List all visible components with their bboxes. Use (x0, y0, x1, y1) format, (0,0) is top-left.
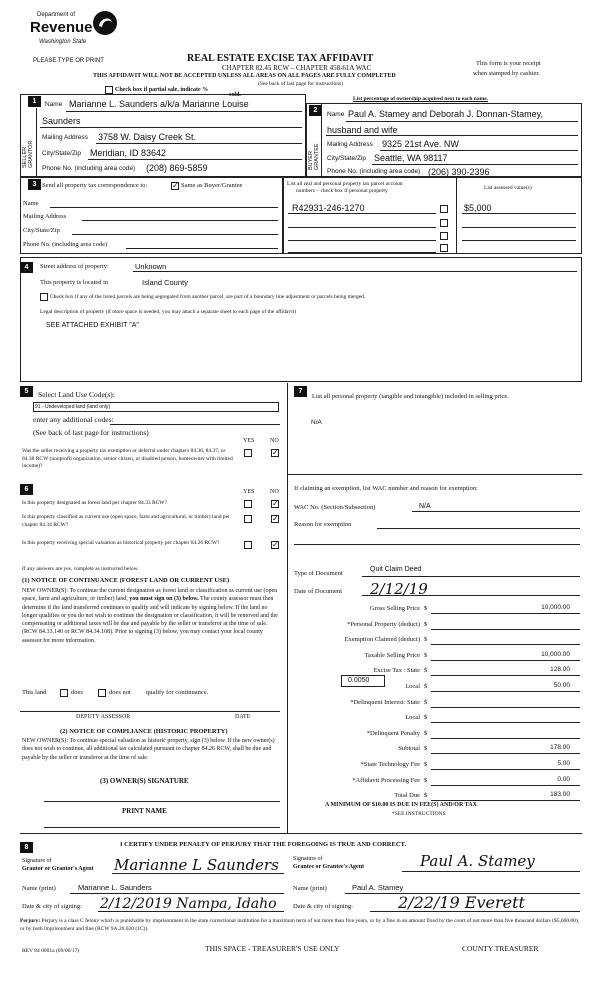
doc-type-value[interactable]: Quit Claim Deed (370, 566, 422, 573)
parcel-pp-checkbox-4[interactable] (440, 244, 448, 252)
wac-label: WAC No. (Section/Subsection) (294, 504, 376, 511)
grantee-date[interactable]: 2/22/19 Everett (398, 893, 525, 912)
section-4-badge: 4 (20, 262, 33, 273)
located-value[interactable]: Island County (142, 278, 188, 287)
tax-row-line (431, 691, 580, 692)
tax-row-line (431, 800, 580, 801)
exemption-yes-checkbox[interactable] (244, 449, 252, 457)
revenue-swirl-icon (92, 10, 118, 36)
rate-value: 0.0050 (348, 677, 370, 684)
buyer-divider (321, 103, 322, 177)
parcel-pp-checkbox-1[interactable] (440, 205, 448, 213)
minimum-due: A MINIMUM OF $10.00 IS DUE IN FEE(S) AND/OR TAX (325, 802, 477, 808)
seller-phone-label: Phone No. (including area code) (42, 165, 136, 172)
buyer-name-label: Name (327, 111, 345, 118)
tax-row-value[interactable]: 128.00 (550, 666, 570, 673)
corr-phone-line[interactable] (126, 248, 278, 249)
seller-name-label: Name (45, 101, 63, 108)
please-type: PLEASE TYPE OR PRINT (33, 58, 104, 64)
see-back: (See back of last page for instructions) (258, 81, 343, 87)
if-any-yes: If any answers are yes, complete as instructed below. (22, 566, 139, 572)
grantee-sig-label-2: Grantee or Grantee's Agent (293, 864, 365, 870)
tax-row-label: *Affidavit Processing Fee (352, 777, 420, 784)
treasurer-space: THIS SPACE - TREASURER'S USE ONLY (205, 944, 340, 953)
tax-row-label: Excise Tax : State (373, 667, 420, 674)
grantor-name-label: Name (print) (22, 885, 56, 892)
section-5-badge: 5 (20, 386, 33, 397)
tax-row-line (431, 769, 580, 770)
located-label: This property is located in (40, 279, 109, 286)
tax-row-label: *State Technology Fee (360, 761, 420, 768)
buyer-phone-label: Phone No. (including area code) (327, 168, 421, 175)
corr-city-line[interactable] (72, 234, 278, 235)
parcel-line-4[interactable] (288, 252, 436, 253)
section-8-top (20, 833, 582, 834)
logo-revenue: Revenue (30, 19, 93, 36)
grantor-sig-label-2: Grantor or Grantor's Agent (22, 866, 94, 872)
section-2-badge: 2 (309, 105, 322, 116)
tax-row-line (431, 753, 580, 754)
section-7-bottom (287, 474, 582, 475)
tax-row-value[interactable]: 10,000.00 (541, 651, 570, 658)
parcel-head-1: List all real and personal property tax parcel account (287, 181, 403, 187)
notice-continuance-title: (1) NOTICE OF CONTINUANCE (FOREST LAND OR CURRENT USE) (22, 577, 230, 584)
tax-row-label: Exemption Claimed (deduct) (344, 636, 420, 643)
partial-sale-label: Check box if partial sale, indicate % (115, 87, 209, 93)
property-section (20, 257, 582, 382)
doc-type-line (362, 576, 580, 577)
buyer-city-label: City/State/Zip (327, 155, 367, 162)
grantee-sig-line (402, 871, 580, 872)
seller-name-line (66, 111, 302, 112)
tax-row-value[interactable]: 10,000.00 (541, 604, 570, 611)
tax-row-dollar: $ (424, 714, 428, 721)
tax-row-label: *Delinquent Interest: State (350, 699, 420, 706)
grantee-sig-label-1: Signature of (293, 856, 323, 862)
sec6-no: NO (270, 489, 279, 495)
notice-compliance-title: (2) NOTICE OF COMPLIANCE (HISTORIC PROPERTY) (60, 728, 228, 735)
wac-heading: If claiming an exemption, list WAC number and reason for exemption: (294, 485, 478, 492)
tax-row-line (431, 738, 580, 739)
forest-yes-checkbox[interactable] (244, 500, 252, 508)
logo (30, 10, 130, 50)
notice-continuance-body (22, 587, 282, 645)
tax-row-value[interactable]: 50.00 (553, 682, 570, 689)
notice-body-b: you must sign on (3) below. (129, 596, 199, 603)
tax-row-label: Gross Selling Price (369, 605, 420, 612)
seller-addr-line (96, 143, 302, 144)
grantee-name-label: Name (print) (293, 885, 327, 892)
does-label: does (71, 689, 83, 696)
certify-statement: I CERTIFY UNDER PENALTY OF PERJURY THAT THE FOREGOING IS TRUE AND CORRECT. (120, 841, 407, 848)
seller-addr[interactable]: 3758 W. Daisy Creek St. (98, 132, 197, 142)
historic-no-checkbox[interactable]: ✓ (272, 540, 279, 549)
parcel-line-1[interactable] (288, 213, 436, 214)
parcel-line-2[interactable] (288, 227, 436, 228)
section-1-badge: 1 (28, 96, 41, 107)
corr-mail-label: Mailing Address (23, 213, 67, 220)
tax-row-dollar: $ (424, 652, 428, 659)
seller-name-2[interactable]: Saunders (42, 116, 81, 126)
forest-no-checkbox[interactable]: ✓ (272, 499, 279, 508)
corr-name-line[interactable] (50, 207, 278, 208)
value-line-3[interactable] (462, 240, 576, 241)
sec6-yes: YES (243, 489, 255, 495)
wac-value[interactable]: N/A (419, 503, 431, 510)
tax-row-value[interactable]: 183.00 (550, 791, 570, 798)
tax-row-dollar: $ (424, 777, 428, 784)
deputy-line[interactable] (20, 711, 280, 712)
seller-city[interactable]: Meridian, ID 83642 (90, 148, 167, 158)
print-name-label: PRINT NAME (122, 807, 167, 815)
historic-yes-checkbox[interactable] (244, 541, 252, 549)
partial-sale-checkbox[interactable] (105, 86, 113, 94)
form-warning: THIS AFFIDAVIT WILL NOT BE ACCEPTED UNLESS ALL AREAS ON ALL PAGES ARE FULLY COMPLETED (93, 73, 396, 79)
buyer-city[interactable]: Seattle, WA 98117 (374, 153, 448, 163)
wac-line (412, 511, 580, 512)
seller-divider (36, 108, 37, 177)
see-instructions: *SEE INSTRUCTIONS (392, 811, 446, 817)
buyer-name-2[interactable]: husband and wife (327, 125, 398, 135)
parcel-pp-checkbox-3[interactable] (440, 232, 448, 240)
corr-city-label: City/State/Zip (23, 227, 60, 234)
tax-row-line (431, 785, 580, 786)
corr-same: Same as Buyer/Grantee (181, 182, 243, 189)
logo-state: Washington State (39, 39, 87, 45)
grantor-signature[interactable]: Marianne L Saunders (114, 856, 279, 874)
buyer-name2-line (326, 135, 578, 136)
tax-row-label: Local (405, 683, 420, 690)
mid-divider (287, 383, 288, 833)
tax-row-label: Subtotal (398, 745, 420, 752)
deputy-assessor: DEPUTY ASSESSOR (76, 714, 131, 720)
seller-city-line (88, 159, 302, 160)
tax-row-line (431, 707, 580, 708)
parcel-pp-checkbox-2[interactable] (440, 219, 448, 227)
section-7-badge: 7 (294, 386, 307, 397)
land-use-see-back: (See back of last page for instructions) (33, 428, 149, 437)
perjury-statement (20, 918, 582, 933)
buyer-addr-line (380, 150, 578, 151)
current-use-question: Is this property classified as current use (open space, farm and agricultural, or timber) land per chapter 84.34 RCW? (22, 514, 230, 528)
deputy-date: DATE (235, 714, 251, 720)
reason-line-1[interactable] (377, 528, 580, 529)
same-as-buyer-checkbox[interactable]: ✓ (172, 181, 179, 190)
tax-row-dollar: $ (424, 683, 428, 690)
tax-row-dollar: $ (424, 745, 428, 752)
seller-side-label: SELLER GRANTOR (22, 140, 34, 168)
sec5-yes: YES (243, 438, 255, 444)
buyer-side-label: BUYER GRANTEE (308, 143, 320, 170)
grantor-date-line (98, 911, 284, 912)
land-use-code: 91 - Undeveloped land (land only) (35, 404, 111, 410)
section-8-badge: 8 (20, 842, 33, 853)
legal-value[interactable]: SEE ATTACHED EXHIBIT "A" (46, 322, 139, 329)
form-title: REAL ESTATE EXCISE TAX AFFIDAVIT (187, 53, 374, 64)
street-line (133, 271, 577, 272)
parcel-number-1[interactable]: R42931-246-1270 (292, 203, 365, 213)
receipt-2: when stamped by cashier. (473, 70, 540, 77)
tax-row-label: Local (405, 714, 420, 721)
does-checkbox[interactable] (60, 689, 68, 697)
value-line-2[interactable] (462, 227, 576, 228)
sec5-no: NO (270, 438, 279, 444)
grantee-name[interactable]: Paul A. Stamey (352, 883, 404, 892)
parcel-divider (456, 177, 457, 254)
additional-line[interactable] (110, 424, 280, 425)
notice-body-c: The county assessor must then determine if the land transferred continues to qualify and will indicate by signing below. If the land no longer qualifies or you do not wish to continue the designation or classification, it will be removed and the compensating or additional taxes will be due and payable by the seller or transferor at the time of sale. (RCW 84.33.140 or RCW 84.34.108). Prior to signing (3) below, you may contact your local county assessor for more information. (22, 596, 278, 644)
perjury-text: Perjury is a class C felony which is punishable by imprisonment in the state correctional institution for a maximum term of not more than five years, or by a fine in an amount fixed by the court of not more than five thousand dollars ($5,000.00), or by both imprisonment and fine (RCW 9A.20.020 (1C)). (20, 918, 580, 932)
reason-label: Reason for exemption (294, 521, 352, 528)
seller-phone[interactable]: (208) 869-5859 (146, 163, 208, 173)
corr-name-label: Name (23, 200, 39, 207)
buyer-city-line (372, 164, 578, 165)
forest-question: Is this property designated as forest land per chapter 84.33 RCW? (22, 500, 167, 506)
tax-row-value[interactable]: 0.00 (557, 776, 570, 783)
tax-row-dollar: $ (424, 699, 428, 706)
tax-row-label: *Delinquent Penalty (366, 730, 420, 737)
tax-row-value[interactable]: 178.00 (550, 744, 570, 751)
does-not-checkbox[interactable] (98, 689, 106, 697)
value-line-1[interactable] (462, 213, 576, 214)
exemption-question: Was the seller receiving a property tax exemption or deferral under chapters 84.36, 84.37, or 84.38 RCW (nonprofit organization, senior citizen, or disabled person, homeowner with limited income)? (22, 448, 233, 469)
buyer-addr[interactable]: 9325 21st Ave. NW (382, 139, 459, 149)
seller-city-label: City/State/Zip (42, 150, 82, 157)
tax-row-line (431, 675, 580, 676)
exemption-no-checkbox[interactable]: ✓ (272, 448, 279, 457)
section-3-badge: 3 (28, 179, 41, 190)
street-value[interactable]: Unknown (135, 262, 167, 271)
grantor-name-line (70, 893, 284, 894)
print-name-line[interactable] (44, 827, 280, 828)
historic-question: Is this property receiving special valuation as historical property per chapter 84.26 RCW? (22, 540, 220, 546)
tax-row-dollar: $ (424, 605, 428, 612)
legal-label: Legal description of property (if more space is needed, you may attach a separate sheet to each page of the affidavit) (40, 309, 296, 315)
current-use-yes-checkbox[interactable] (244, 515, 252, 523)
grantor-date[interactable]: 2/12/2019 Nampa, Idaho (100, 896, 277, 912)
tax-row-dollar: $ (424, 621, 428, 628)
form-revision: REV 84 0001a (09/06/17) (22, 948, 80, 954)
buyer-name-line (346, 121, 578, 122)
seller-name-1[interactable]: Marianne L. Saunders a/k/a Marianne Louise (69, 99, 249, 109)
tax-row-line (431, 644, 580, 645)
personal-property-value[interactable]: N/A (311, 419, 322, 426)
tax-row-label: *Personal Property (deduct) (347, 621, 420, 628)
does-not-label: does not (109, 689, 131, 696)
parcel-value-1[interactable]: $5,000 (464, 203, 492, 213)
this-land-label: This land (22, 689, 47, 696)
tax-row-dollar: $ (424, 730, 428, 737)
county-treasurer: COUNTY TREASURER (462, 944, 539, 953)
tax-row-dollar: $ (424, 636, 428, 643)
receipt-1: This form is your receipt (476, 60, 541, 67)
tax-row-line (431, 660, 580, 661)
notice-body-a: NEW OWNER(S): To continue the current designation as forest land or classification as current use (open space, farm and agriculture, or timber) land, (22, 588, 278, 603)
parcel-head-2: numbers – check box if personal property (296, 188, 388, 194)
tax-row-line (431, 629, 580, 630)
tax-row-line (431, 613, 580, 614)
parcel-head-val: List assessed value(s) (484, 185, 532, 191)
tax-row-dollar: $ (424, 667, 428, 674)
grantee-date-label: Date & city of signing: (293, 903, 353, 910)
ownership-pct: List percentage of ownership acquired next to each name. (353, 96, 488, 102)
doc-date-label: Date of Document (294, 588, 343, 595)
seller-name2-line (40, 127, 302, 128)
grantor-date-label: Date & city of signing: (22, 903, 82, 910)
buyer-phone[interactable]: (206) 390-2396 (428, 167, 490, 177)
buyer-addr-label: Mailing Address (327, 141, 373, 148)
section-6-badge: 6 (20, 484, 33, 495)
form-chapter: CHAPTER 82.45 RCW – CHAPTER 458-61A WAC (222, 64, 372, 72)
tax-row-dollar: $ (424, 792, 428, 799)
perjury-label: Perjury: (20, 918, 41, 924)
current-use-no-checkbox[interactable]: ✓ (272, 514, 279, 523)
grantee-signature[interactable]: Paul A. Stamey (420, 852, 535, 870)
doc-type-label: Type of Document (294, 570, 343, 577)
segregated-label: Check box if any of the listed parcels are being segregated from another parcel, are part of a boundary line adjustment or parcels being merged. (50, 294, 366, 300)
seller-addr-label: Mailing Address (42, 134, 88, 141)
tax-row-value[interactable]: 5.00 (557, 760, 570, 767)
corr-send: Send all property tax correspondence to: (42, 182, 148, 189)
doc-date-line (362, 595, 580, 596)
doc-date-value[interactable]: 2/12/19 (370, 580, 428, 598)
street-label: Street address of property: (40, 263, 109, 270)
grantee-date-line (370, 911, 580, 912)
land-use-label: Select Land Use Code(s): (38, 390, 115, 399)
owner-sig-line[interactable] (44, 801, 280, 802)
owner-signature-title: (3) OWNER(S) SIGNATURE (100, 777, 189, 785)
sold-label: sold. (229, 92, 241, 98)
buyer-name-1[interactable]: Paul A. Stamey and Deborah J. Donnan-Stamey, (348, 109, 543, 119)
qualify-label: qualify for continuance. (146, 689, 209, 696)
tax-row-dollar: $ (424, 761, 428, 768)
tax-row-label: Total Due (394, 792, 420, 799)
personal-property-label: List all personal property (tangible and intangible) included in selling price. (312, 393, 509, 400)
additional-codes: enter any additional codes: (33, 415, 114, 424)
segregated-checkbox[interactable] (40, 293, 48, 301)
parcel-line-3[interactable] (288, 240, 436, 241)
reason-line-2[interactable] (294, 544, 580, 545)
grantor-name[interactable]: Marianne L. Saunders (78, 883, 152, 892)
logo-dept: Department of (37, 12, 76, 18)
notice-compliance-body: NEW OWNER(S): To continue special valuation as historic property, sign (3) below. If the new owner(s) does not wish to continue, all additional tax calculated pursuant to chapter 84.26 RCW, shall be due and payable by the seller or transferor at the time of sale. (22, 738, 275, 761)
corr-phone-label: Phone No. (including area code) (23, 241, 108, 248)
grantor-sig-line (112, 873, 284, 874)
grantor-sig-label-1: Signature of (22, 858, 52, 864)
corr-mail-line[interactable] (82, 220, 278, 221)
tax-row-label: Taxable Selling Price (364, 652, 420, 659)
tax-row-line (431, 722, 580, 723)
